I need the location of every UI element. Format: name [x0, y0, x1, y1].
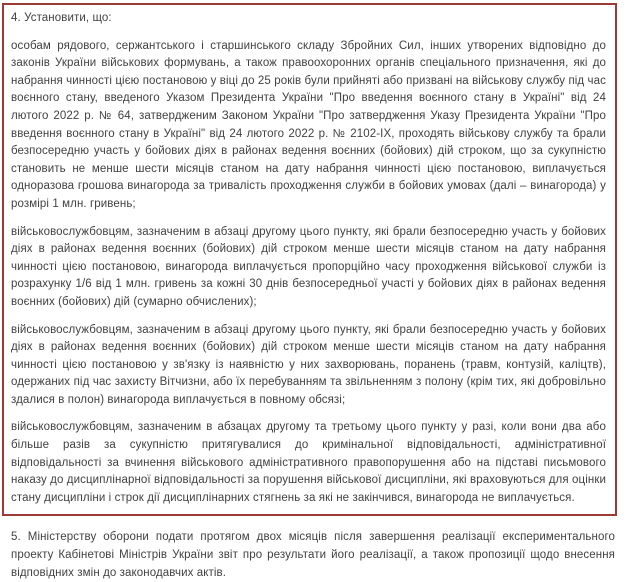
document-page — [0, 3, 640, 579]
section-4-heading: 4. Установити, що: — [11, 12, 112, 24]
section-4-paragraph-proportional-payment: військовослужбовцям, зазначеним в абзаці другому цього пункту, які брали безпосередню участь у бойових діях в районах ведення воєнних (бойових) дій строком менше шести місяців станом на дату набрання чинності цією постановою, винагорода виплачується пропорційно часу проходження військової служби із розрахунку 1/6 від 1 млн. гривень за кожні 30 днів безпосередньої участі у бойових діях в районах ведення воєнних (бойових) дій (сумарно обчислених); — [11, 225, 606, 308]
section-4-annotation-box — [2, 3, 617, 516]
section-4-paragraph-full-payment-cases: військовослужбовцям, зазначеним в абзаці другому цього пункту, які брали безпосередню участь у бойових діях в районах ведення воєнних (бойових) дій строком менше шести місяців станом на дату набрання чинності цією постановою у зв'язку із наявністю у них захворювань, поранень (травм, контузій, каліцтв), одержаних під час захисту Вітчизни, або їх перебуванням та звільненням з полону (крім тих, які добровільно здалися в полон) винагорода виплачується в повному обсязі; — [11, 323, 606, 406]
section-4-paragraph-servicemen-reward: особам рядового, сержантського і старшинського складу Збройних Сил, інших утворених відповідно до законів України військових формувань, а також правоохоронних органів спеціального призначення, які до набрання чинності цією постановою у віці до 25 років були прийняті або призвані на військову службу під час воєнного стану, введеного Указом Президента України "Про введення воєнного стану в Україні" від 24 лютого 2022 р. № 64, затвердженим Законом України "Про затвердження Указу Президента України "Про введення воєнного стану в Україні" від 24 лютого 2022 р. № 2102-IX, проходять військову службу та брали безпосередню участь у бойових діях в районах ведення воєнних (бойових) дій строком, що за сукупністю становить не менше шести місяців станом на дату набрання чинності цією постановою, виплачується одноразова грошова винагорода за тривалість проходження служби в бойових умовах (далі – винагорода) у розмірі 1 млн. гривень; — [11, 39, 606, 210]
section-5-paragraph: 5. Міністерству оборони подати протягом двох місяців після завершення реалізації експериментального проекту Кабінетові Міністрів України звіт про результати його реалізації, а також пропозиції щодо внесення відповідних змін до законодавчих актів. — [11, 531, 615, 579]
section-4-paragraph-payment-exclusions: військовослужбовцям, зазначеним в абзацах другому та третьому цього пункту у разі, коли вони два або більше разів за сукупністю притягувалися до кримінальної відповідальності, адміністративної відповідальності за вчинення військового адміністративного правопорушення або на підставі письмового наказу до дисциплінарної відповідальності за порушення військової дисципліни, які враховуються для оцінки стану дисципліни і строк дії дисциплінарних стягнень за які не закінчився, винагорода не виплачується. — [11, 421, 606, 504]
